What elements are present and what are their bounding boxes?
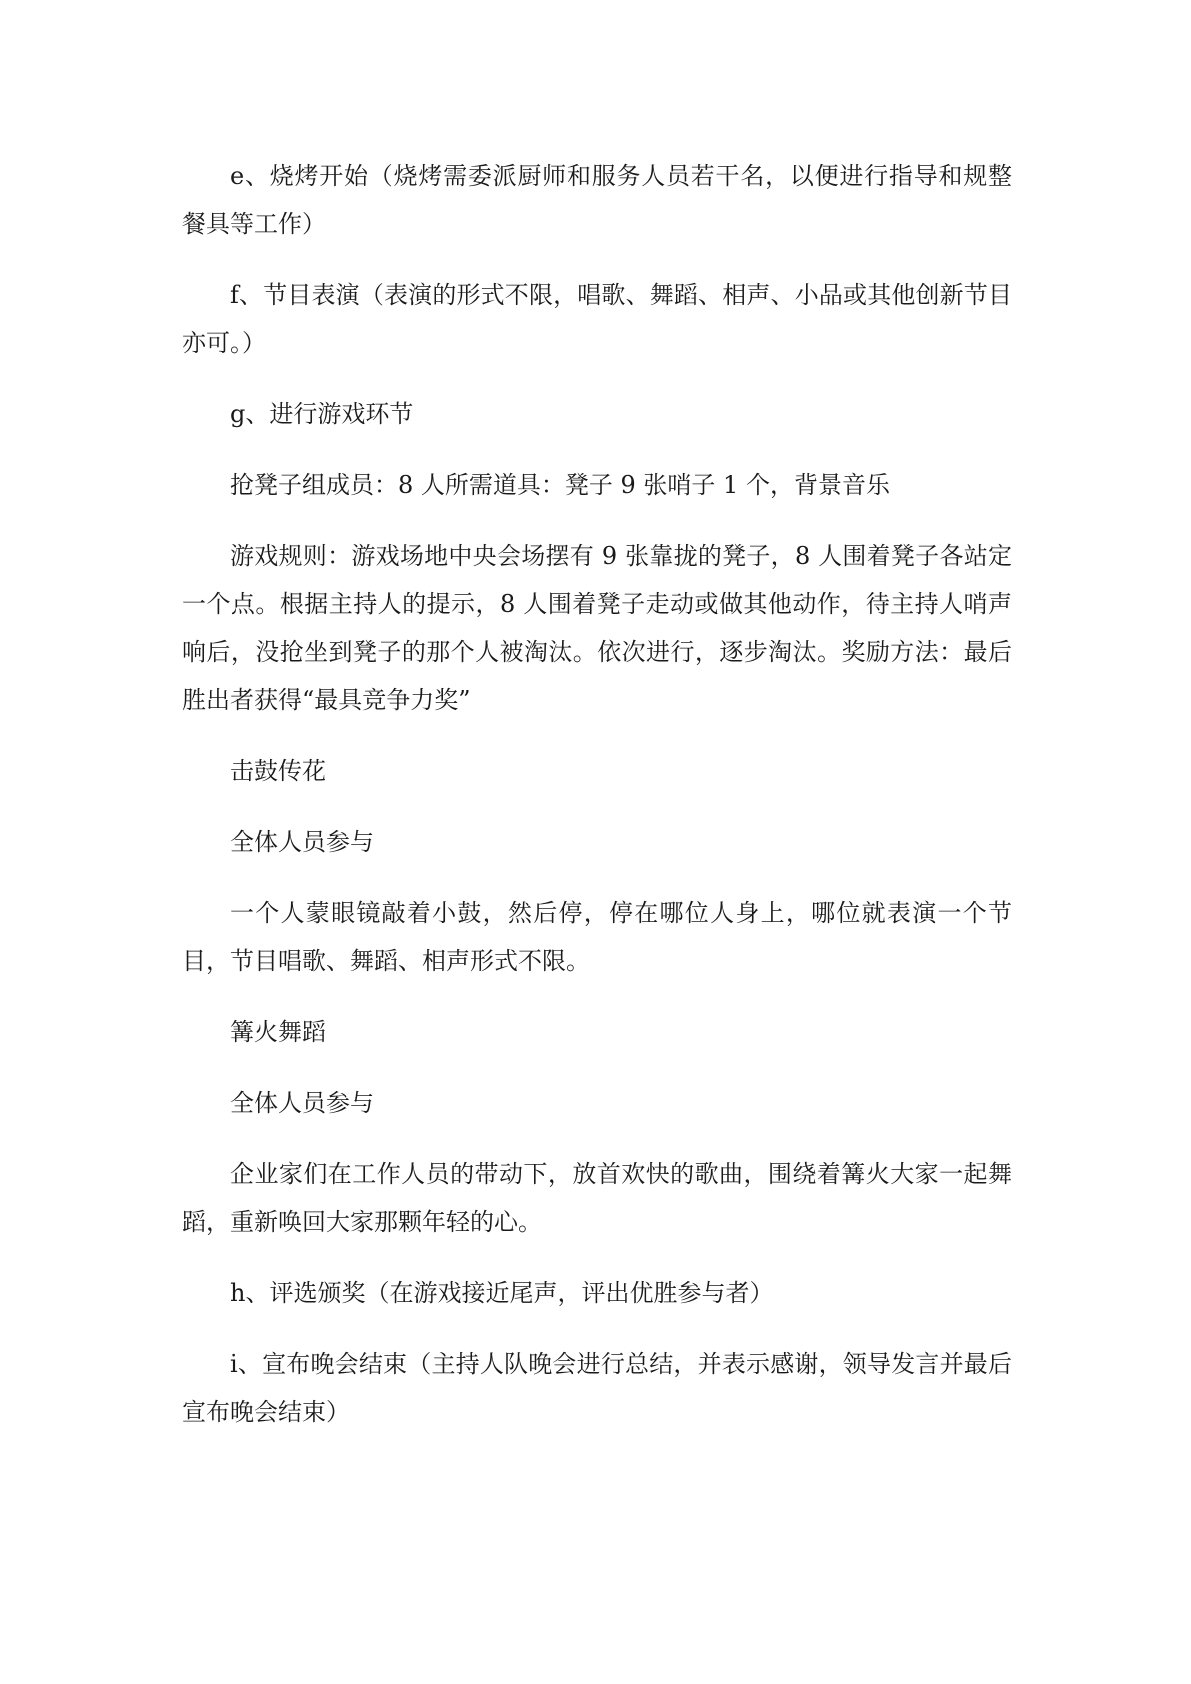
paragraph-musical-chairs-members: 抢凳子组成员：8 人所需道具：凳子 9 张哨子 1 个，背景音乐	[230, 471, 890, 499]
document-body	[182, 152, 1012, 1459]
paragraph-performance: f、节目表演（表演的形式不限，唱歌、舞蹈、相声、小品或其他创新节目亦可。）	[182, 281, 1012, 357]
paragraph-bonfire-dance-title: 篝火舞蹈	[230, 1018, 326, 1046]
paragraph-drum-flower-participants: 全体人员参与	[230, 828, 374, 856]
paragraph-bonfire-dance-description: 企业家们在工作人员的带动下，放首欢快的歌曲，围绕着篝火大家一起舞蹈，重新唤回大家那颗年轻的心。	[182, 1160, 1012, 1236]
paragraph-musical-chairs-rules: 游戏规则：游戏场地中央会场摆有 9 张靠拢的凳子，8 人围着凳子各站定一个点。根据主持人的提示，8 人围着凳子走动或做其他动作，待主持人哨声响后，没抢坐到凳子的那个人被淘汰。依次进行，逐步淘汰。奖励方法：最后胜出者获得“最具竞争力奖”	[182, 542, 1012, 714]
paragraph-closing: i、宣布晚会结束（主持人队晚会进行总结，并表示感谢，领导发言并最后宣布晚会结束）	[182, 1350, 1012, 1426]
paragraph-game-section: g、进行游戏环节	[230, 400, 414, 428]
paragraph-awards: h、评选颁奖（在游戏接近尾声，评出优胜参与者）	[230, 1279, 774, 1307]
paragraph-drum-flower-title: 击鼓传花	[230, 757, 326, 785]
paragraph-bonfire-dance-participants: 全体人员参与	[230, 1089, 374, 1117]
paragraph-barbecue-start: e、烧烤开始（烧烤需委派厨师和服务人员若干名，以便进行指导和规整餐具等工作）	[182, 162, 1012, 238]
paragraph-drum-flower-rules: 一个人蒙眼镜敲着小鼓，然后停，停在哪位人身上，哪位就表演一个节目，节目唱歌、舞蹈、相声形式不限。	[182, 899, 1012, 975]
